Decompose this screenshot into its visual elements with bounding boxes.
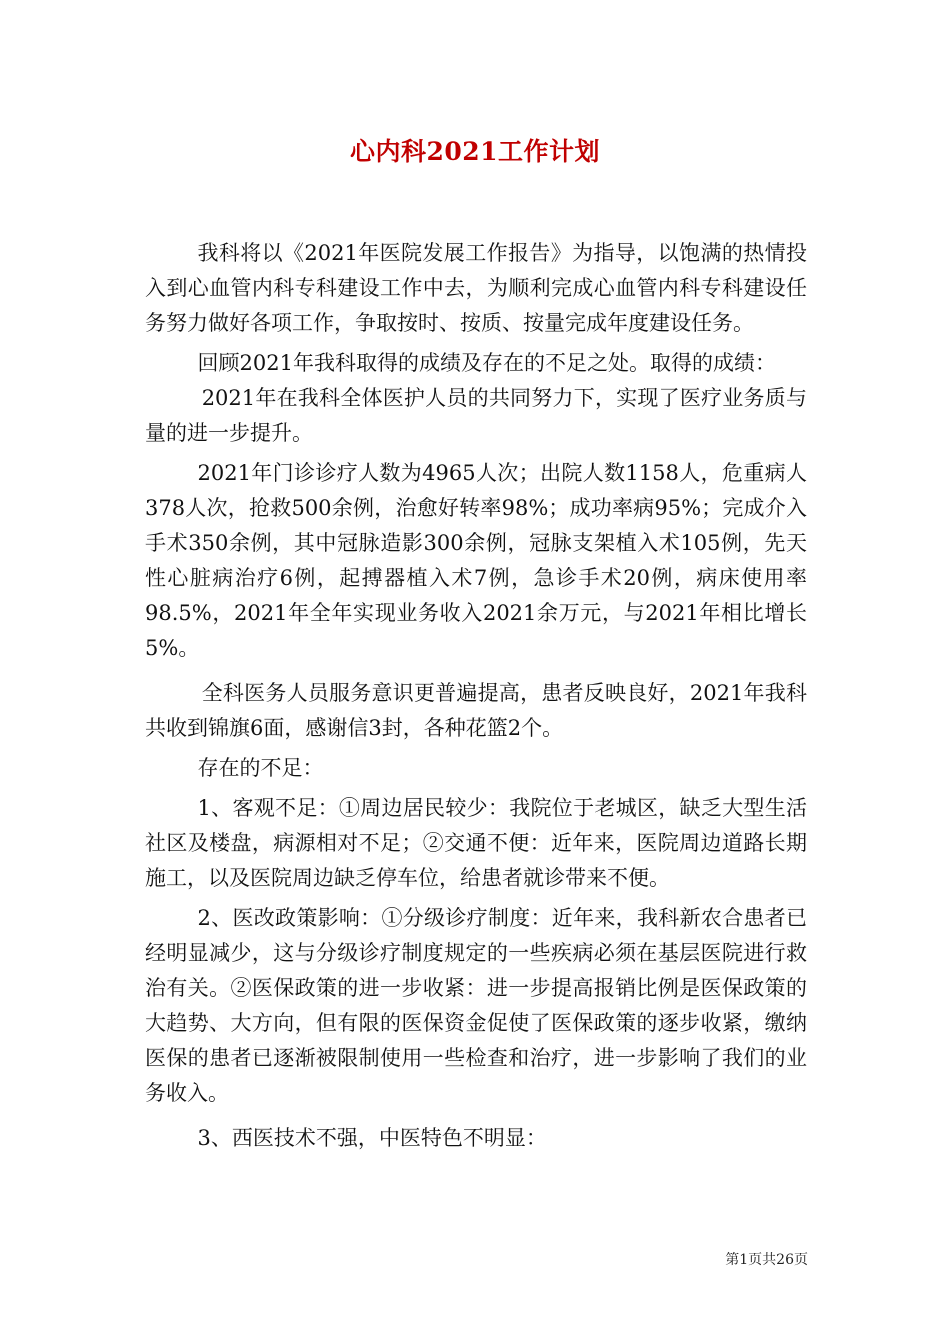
paragraph-objective-shortcomings: 1、客观不足：①周边居民较少：我院位于老城区，缺乏大型生活社区及楼盘，病源相对不足；②交通不便：近年来，医院周边道路长期施工，以及医院周边缺乏停车位，给患者就诊带来不便。 xyxy=(145,796,807,890)
paragraph-achievement: 2021年在我科全体医护人员的共同努力下，实现了医疗业务质与量的进一步提升。 xyxy=(145,386,807,445)
paragraph-policy-impact: 2、医改政策影响：①分级诊疗制度：近年来，我科新农合患者已经明显减少，这与分级诊疗制度规定的一些疾病必须在基层医院进行救治有关。②医保政策的进一步收紧：进一步提高报销比例是医保政策的大趋势、大方向，但有限的医保资金促使了医保政策的逐步收紧，缴纳医保的患者已逐渐被限制使用一些检查和治疗，进一步影响了我们的业务收入。 xyxy=(145,906,807,1105)
page-number-footer: 第1页共26页 xyxy=(725,1252,808,1268)
paragraph-statistics: 2021年门诊诊疗人数为4965人次；出院人数1158人，危重病人378人次，抢救500余例，治愈好转率98%；成功率病95%；完成介入手术350余例，其中冠脉造影300余例，冠脉支架植入术105例，先天性心脏病治疗6例，起搏器植入术7例，急诊手术20例，病床使用率98.5%，2021年全年实现业务收入2021余万元，与2021年相比增长5%。 xyxy=(145,461,807,660)
paragraph-review: 回顾2021年我科取得的成绩及存在的不足之处。取得的成绩： xyxy=(197,351,776,375)
paragraph-technique: 3、西医技术不强，中医特色不明显： xyxy=(197,1126,547,1150)
paragraph-intro: 我科将以《2021年医院发展工作报告》为指导，以饱满的热情投入到心血管内科专科建设工作中去，为顺利完成心血管内科专科建设任务努力做好各项工作，争取按时、按质、按量完成年度建设任务。 xyxy=(145,241,807,335)
paragraph-service: 全科医务人员服务意识更普遍提高，患者反映良好，2021年我科共收到锦旗6面，感谢信3封，各种花篮2个。 xyxy=(145,681,807,740)
document-body xyxy=(145,236,807,1156)
paragraph-shortcomings-heading: 存在的不足： xyxy=(197,756,324,780)
page-title: 心内科2021工作计划 xyxy=(349,137,601,166)
